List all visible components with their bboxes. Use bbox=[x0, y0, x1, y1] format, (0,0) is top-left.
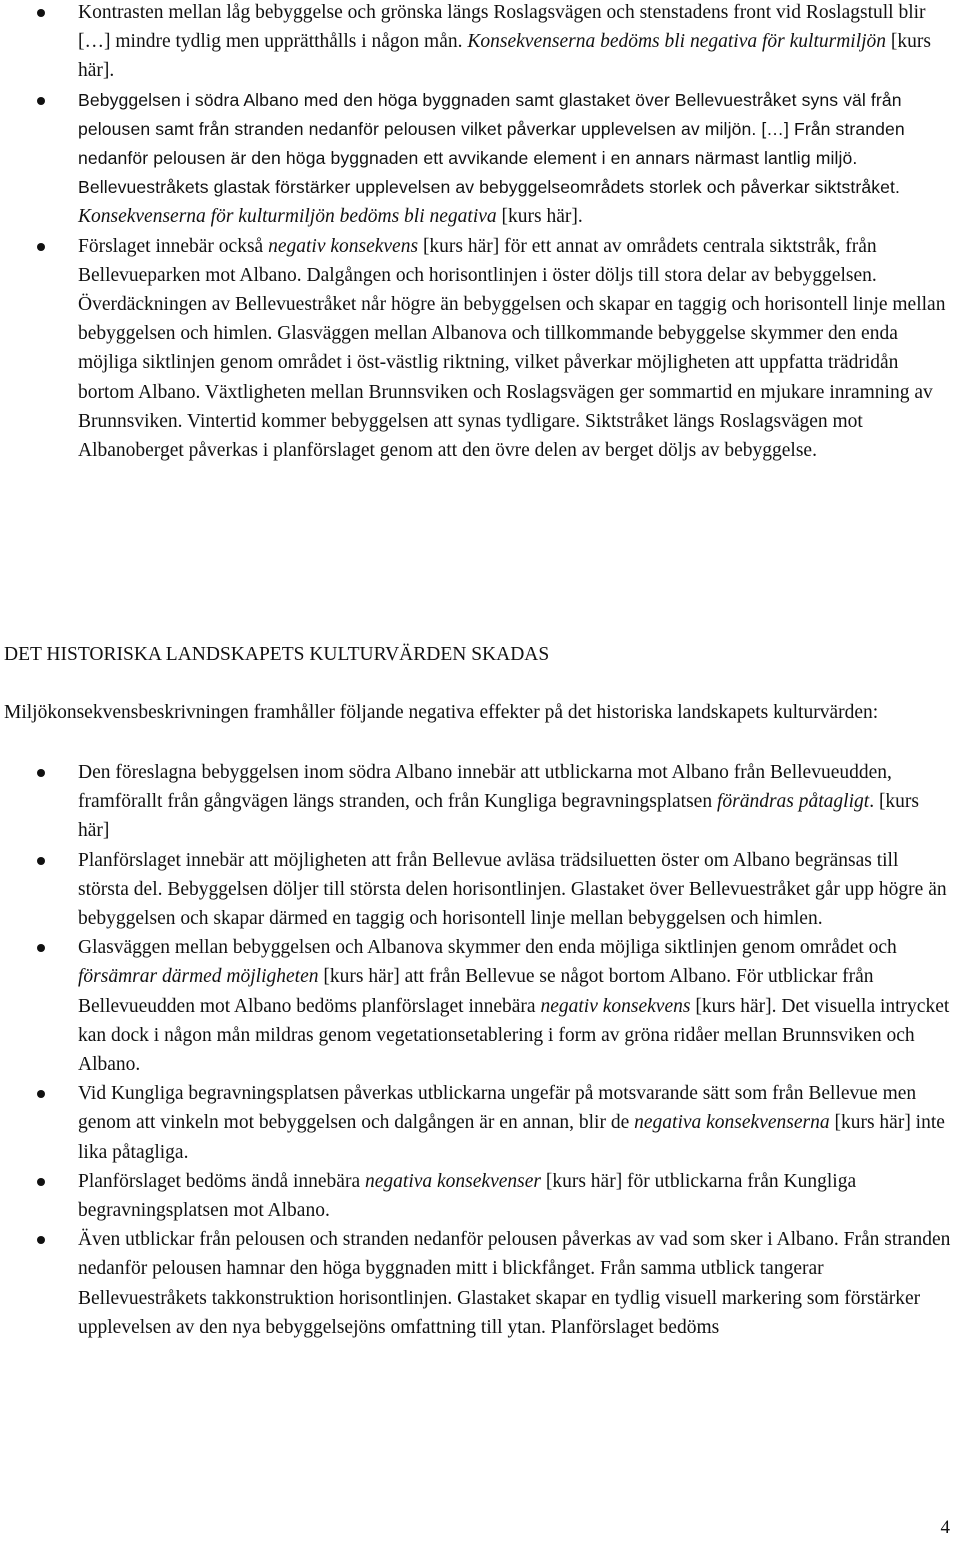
bullet-text: Vid Kungliga begravningsplatsen påverkas utblickarna ungefär på motsvarande sätt som från Bellevue men genom att vinkeln mot bebyggelsen och dalgången är en annan, blir de bbox=[78, 1083, 917, 1134]
list-item bbox=[0, 933, 960, 1079]
bullet-text: [kurs här]. bbox=[78, 31, 931, 82]
bullet-text: [kurs här] för utblickarna från Kungliga begravningsplatsen mot Albano. bbox=[78, 1170, 857, 1222]
italic-phrase: negativ konsekvens bbox=[268, 235, 419, 257]
italic-phrase: försämrar därmed möjligheten bbox=[78, 966, 319, 988]
bullet-icon bbox=[37, 769, 45, 777]
list-item bbox=[0, 758, 960, 846]
impact-bullet-list bbox=[0, 0, 960, 465]
intro-paragraph: Miljökonsekvensbeskrivningen framhåller följande negativa effekter på det historiska landskapets kulturvärden: bbox=[4, 702, 879, 723]
list-item bbox=[0, 1167, 960, 1225]
effects-bullet-list bbox=[0, 758, 960, 1342]
bullet-text: [kurs här]. Det visuella intrycket kan dock i någon mån mildras genom vegetationsetablering i form av gröna ridåer mellan Brunnsviken och Albano. bbox=[78, 995, 950, 1076]
bullet-text: Planförslaget bedöms ändå innebära bbox=[78, 1170, 361, 1192]
list-item bbox=[0, 1225, 960, 1342]
bullet-text: [kurs här] inte lika påtagliga. bbox=[78, 1112, 945, 1163]
bullet-text: Planförslaget innebär att möjligheten att från Bellevue avläsa trädsiluetten öster om Albano begränsas till största del. Bebyggelsen döljer till största delen horisontlinjen. Glastaket över Bellevuestråket går upp högre än bebyggelsen och skapar därmed en taggig och horisontell linje mellan bebyggelsen och himlen. bbox=[78, 849, 947, 930]
italic-conclusion: Konsekvenserna bedöms bli negativa för kulturmiljön bbox=[467, 31, 887, 53]
bullet-text: Kontrasten mellan låg bebyggelse och grönska längs Roslagsvägen och stenstadens front vid Roslagstull blir […] mindre tydlig men upprätthålls i någon mån. bbox=[78, 2, 926, 53]
list-item bbox=[0, 1079, 960, 1167]
bullet-icon bbox=[37, 944, 45, 952]
bullet-icon bbox=[37, 1090, 45, 1098]
bullet-icon bbox=[37, 97, 45, 105]
bullet-text: Även utblickar från pelousen och stranden nedanför pelousen påverkas av vad som sker i Albano. Från stranden nedanför pelousen hamnar den höga byggnaden mitt i blickfånget. Från samma utblick tangerar Bellevuestråkets takkonstruktion horisontlinjen. Glastaket skapar en tydlig visuell markering som förstärker upplevelsen av den nya bebyggelsejöns omfattning till ytan. Planförslaget bedöms bbox=[78, 1229, 951, 1338]
bullet-icon bbox=[37, 9, 45, 17]
italic-phrase: negativ konsekvens bbox=[540, 995, 691, 1017]
bullet-text: Bebyggelsen i södra Albano med den höga byggnaden samt glastaket över Bellevuestråket syns väl från pelousen samt från stranden nedanför pelousen vilket påverkar upplevelsen av miljön. […] Från stranden nedanför pelousen är den höga byggnaden ett avvikande element i en annars närmast lantlig miljö. Bellevuestråkets glastak förstärker upplevelsen av bebyggelseområdets storlek och påverkar siktstråket. bbox=[78, 89, 905, 198]
list-item bbox=[0, 86, 960, 232]
page-number: 4 bbox=[940, 1517, 950, 1538]
italic-conclusion: Konsekvenserna för kulturmiljön bedöms bli negativa bbox=[78, 206, 497, 228]
italic-phrase: negativa konsekvenser bbox=[365, 1170, 541, 1192]
italic-phrase: negativa konsekvenserna bbox=[634, 1112, 830, 1134]
list-item bbox=[0, 846, 960, 934]
bullet-icon bbox=[37, 1178, 45, 1186]
italic-phrase: förändras påtagligt bbox=[716, 791, 870, 813]
bullet-text: . [kurs här] bbox=[78, 791, 920, 842]
bullet-icon bbox=[37, 1236, 45, 1244]
bullet-text: Den föreslagna bebyggelsen inom södra Albano innebär att utblickarna mot Albano från Bellevueudden, framförallt från gångvägen längs stranden, och från Kungliga begravningsplatsen bbox=[78, 762, 892, 813]
bullet-text: Glasväggen mellan bebyggelsen och Albanova skymmer den enda möjliga siktlinjen genom området och bbox=[78, 937, 897, 959]
bullet-text: Förslaget innebär också bbox=[78, 235, 264, 257]
bullet-icon bbox=[37, 857, 45, 865]
list-item bbox=[0, 232, 960, 466]
bullet-text: [kurs här] att från Bellevue se något bortom Albano. För utblickar från Bellevueudden mot Albano bedöms planförslaget innebära bbox=[78, 966, 874, 1017]
bullet-text: [kurs här]. bbox=[501, 206, 583, 228]
bullet-text: [kurs här] för ett annat av områdets centrala siktstråk, från Bellevueparken mot Albano. Dalgången och horisontlinjen i öster döljs till stora delar av bebyggelsen. Överdäckningen av Bellevuestråket når högre än bebyggelsen och skapar en taggig och horisontell linje mellan bebyggelsen och himlen. Glasväggen mellan Albanova och tillkommande bebyggelse skymmer den enda möjliga siktlinjen genom området i öst-västlig riktning, vilket påverkar möjligheten att uppfatta trädridån bortom Albano. Växtligheten mellan Brunnsviken och Roslagsvägen ger sommartid en mjukare inramning av Brunnsviken. Vintertid kommer bebyggelsen att synas tydligare. Siktstråket längs Roslagsvägen mot Albanoberget påverkas i planförslaget genom att den övre delen av berget döljs av bebyggelse. bbox=[78, 235, 946, 462]
list-item bbox=[0, 0, 960, 86]
bullet-icon bbox=[37, 243, 45, 251]
section-heading: DET HISTORISKA LANDSKAPETS KULTURVÄRDEN SKADAS bbox=[4, 644, 550, 665]
